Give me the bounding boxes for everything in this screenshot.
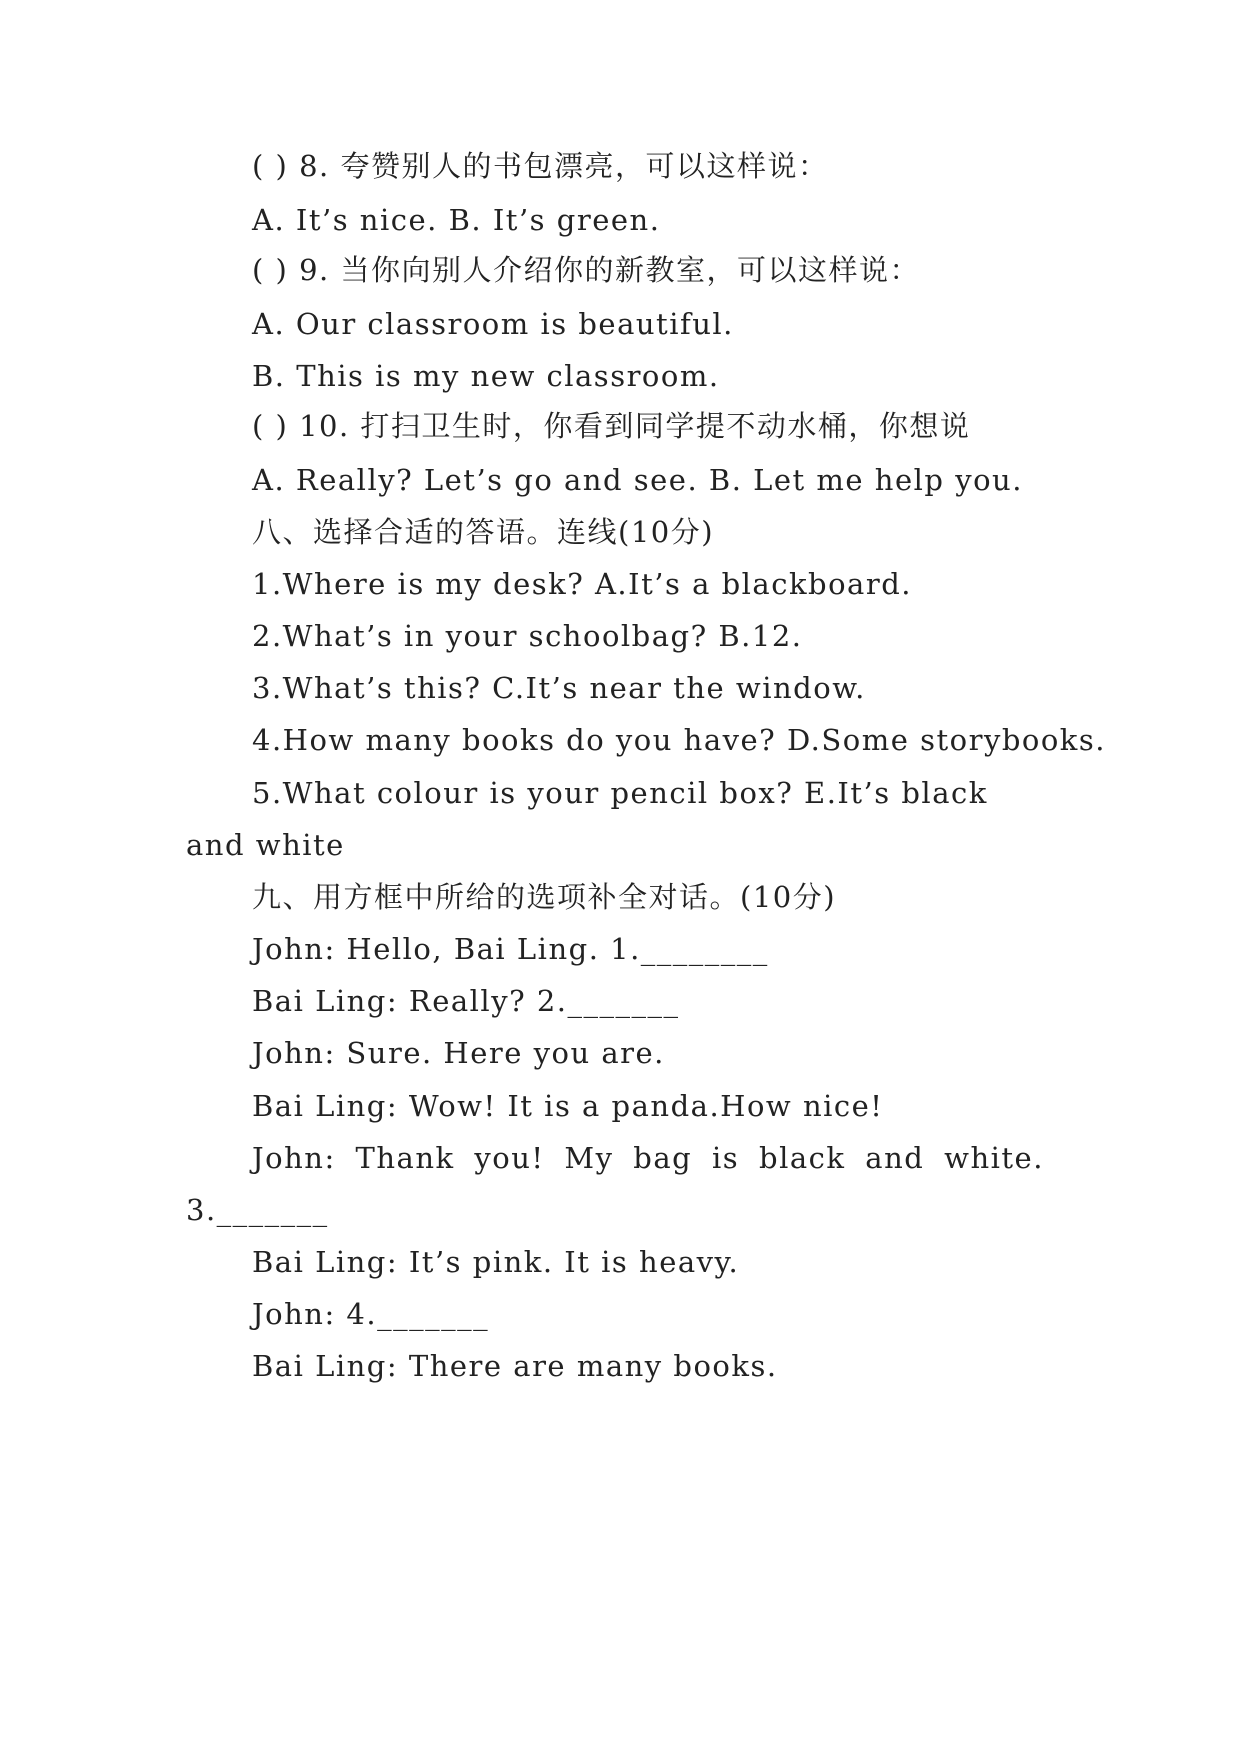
match-item-2: 2.What’s in your schoolbag? B.12. (252, 619, 803, 653)
question-9-option-a: A. Our classroom is beautiful. (252, 307, 734, 341)
dialogue-line-5-word: and (865, 1141, 925, 1175)
dialogue-line-5-word: My (564, 1141, 614, 1175)
dialogue-line-5-word: Thank (355, 1141, 455, 1175)
dialogue-line-4: Bai Ling: Wow! It is a panda.How nice! (252, 1089, 884, 1123)
dialogue-line-6: Bai Ling: It’s pink. It is heavy. (252, 1245, 740, 1279)
dialogue-line-5-word: you! (474, 1141, 545, 1175)
dialogue-line-7: John: 4._______ (252, 1297, 490, 1331)
question-8-options: A. It’s nice. B. It’s green. (252, 203, 661, 237)
match-item-1: 1.Where is my desk? A.It’s a blackboard. (252, 567, 912, 601)
dialogue-line-8: Bai Ling: There are many books. (252, 1349, 778, 1383)
section-8-heading: 八、选择合适的答语。连线(10分) (252, 515, 715, 549)
dialogue-line-5 (252, 1138, 1044, 1178)
dialogue-line-1: John: Hello, Bai Ling. 1.________ (252, 932, 769, 966)
question-8: ( ) 8. 夸赞别人的书包漂亮，可以这样说： (252, 149, 829, 183)
dialogue-line-5-continued: 3._______ (186, 1193, 329, 1227)
match-item-4: 4.How many books do you have? D.Some storybooks. (252, 723, 1106, 757)
dialogue-line-2: Bai Ling: Really? 2._______ (252, 984, 680, 1018)
section-9-heading: 九、用方框中所给的选项补全对话。(10分) (252, 880, 837, 914)
question-9: ( ) 9. 当你向别人介绍你的新教室，可以这样说： (252, 253, 920, 287)
match-item-3: 3.What’s this? C.It’s near the window. (252, 671, 866, 705)
question-10: ( ) 10. 打扫卫生时，你看到同学提不动水桶，你想说 (252, 409, 971, 443)
dialogue-line-5-word: bag (633, 1141, 693, 1175)
question-9-option-b: B. This is my new classroom. (252, 359, 720, 393)
match-item-5-continued: and white (186, 828, 345, 862)
match-item-5: 5.What colour is your pencil box? E.It’s black (252, 776, 988, 810)
question-10-options: A. Really? Let’s go and see. B. Let me help you. (252, 463, 1023, 497)
dialogue-line-5-word: black (759, 1141, 846, 1175)
dialogue-line-3: John: Sure. Here you are. (252, 1036, 665, 1070)
dialogue-line-5-word: is (712, 1141, 740, 1175)
dialogue-line-5-word: white. (944, 1141, 1044, 1175)
dialogue-line-5-word: John: (252, 1141, 336, 1175)
